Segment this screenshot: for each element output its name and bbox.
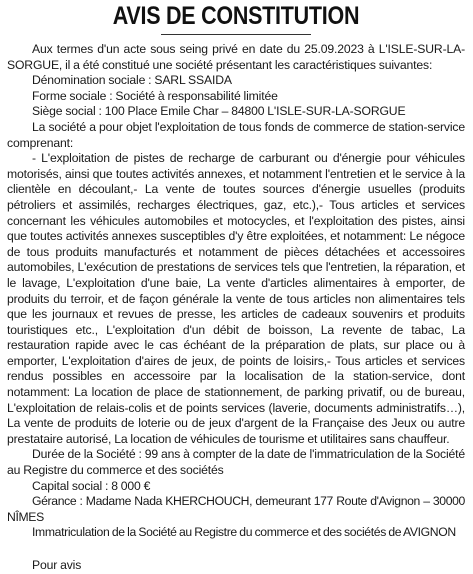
capital-line: Capital social : 8 000 € — [32, 478, 151, 493]
duration-paragraph: Durée de la Société : 99 ans à compter de la date de l'immatriculation de la Société au Registre du commerce et des sociétés — [7, 447, 465, 478]
activities-paragraph: - L'exploitation de pistes de recharge de carburant ou d'énergie pour véhicules motorisés, ainsi que toutes activités annexes, et notamment l'entretien et le service à la clientèle en découlant,- La vente de toutes sources d'énergie usuelles (produits pétroliers et assimilés, recharges électriques, gaz, etc.),- Tous articles et services concernant les véhicules automobiles et motocycles, et l'exploitation des pistes, ainsi que toutes activités annexes susceptibles d'y être exploitées, et notamment: Le négoce de tous produits manufacturés et notamment de pièces détachées et accessoires automobiles, L'exécution de prestations de services tels que l'entretien, la réparation, et le lavage, L'exploitation d'une baie, La vente d'articles alimentaires à emporter, de produits du terroir, et de façon générale la vente de tous articles non alimentaires tels que les journaux et revues de presse, les articles de cadeaux souvenirs et produits touristiques etc., L'exploitation d'un débit de boisson, La revente de tabac, La restauration rapide avec le cas échéant de la préparation de plats, sur place ou à emporter, L'exploitation d'aires de jeux, de points de loisirs,- Tous articles et services rendus possibles en accessoire par la localisation de la station-service, dont notamment: La location de place de stationnement, de parking privatif, ou de bureau, L'exploitation de relais-colis et de points services (laverie, documents administratifs…), La vente de produits de loterie ou de jeux d'argent de la Française des Jeux ou autre prestataire autorisé, La location de véhicules de tourisme et utilitaires sans chauffeur. — [7, 151, 465, 446]
notice-body — [7, 42, 465, 574]
company-name-line: Dénomination sociale : SARL SSAIDA — [32, 73, 232, 88]
signature-line: Pour avis — [32, 558, 82, 572]
management-paragraph: Gérance : Madame Nada KHERCHOUCH, demeurant 177 Route d'Avignon – 30000 NÎMES — [7, 494, 465, 524]
title-divider — [161, 34, 311, 35]
legal-form-line: Forme sociale : Société à responsabilité limitée — [32, 88, 278, 103]
notice-title: AVIS DE CONSTITUTION — [112, 2, 360, 30]
intro-paragraph: Aux termes d'un acte sous seing privé en date du 25.09.2023 à L'ISLE-SUR-LA-SORGUE, il a été constitué une société présentant les caractéristiques suivantes: — [7, 42, 465, 72]
registration-line: Immatriculation de la Société au Registre du commerce et des sociétés de AVIGNON — [32, 525, 456, 540]
purpose-paragraph: La société a pour objet l'exploitation de tous fonds de commerce de station-service comprenant: — [7, 119, 465, 150]
registered-office-line: Siège social : 100 Place Emile Char – 84800 L'ISLE-SUR-LA-SORGUE — [32, 104, 406, 119]
